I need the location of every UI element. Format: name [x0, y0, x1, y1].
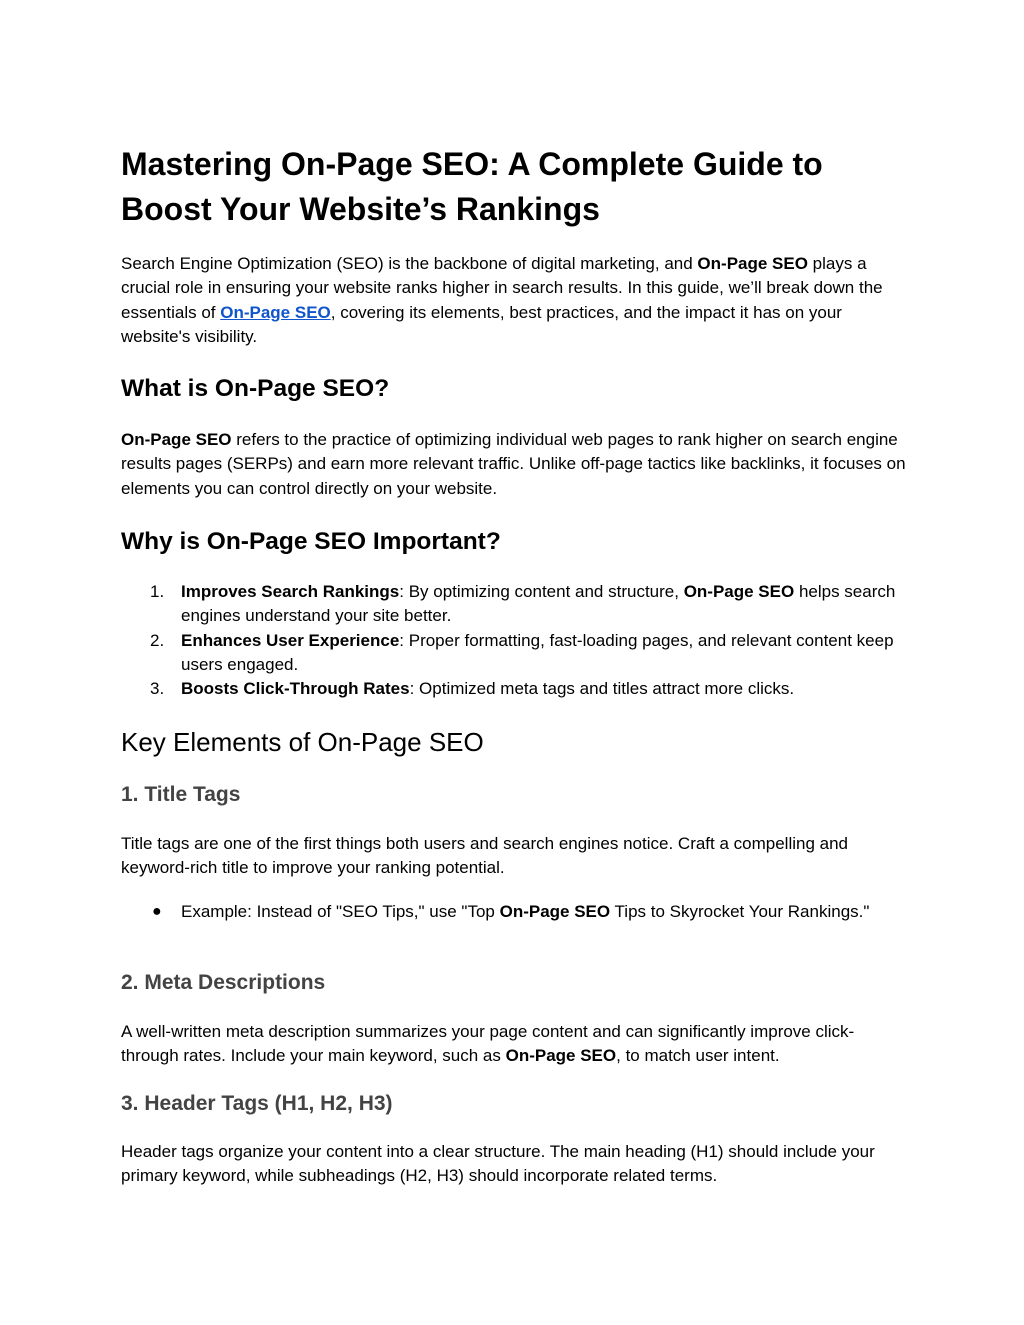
intro-bold-keyword: On-Page SEO: [697, 254, 808, 273]
bullet-icon: ●: [152, 903, 162, 920]
page-title: Mastering On-Page SEO: A Complete Guide to Boost Your Website’s Rankings: [121, 146, 823, 227]
list-number: 1.: [150, 582, 165, 601]
list-item-title: Boosts Click-Through Rates: [181, 679, 410, 699]
list-item-title: Improves Search Rankings: [181, 582, 400, 601]
list-item-text: : By optimizing content and structure,: [399, 582, 684, 601]
bullet-bold-keyword: On-Page SEO: [499, 902, 611, 921]
title-tags-paragraph: Title tags are one of the first things both users and search engines notice. Craft a compelling and keyword-rich title to improve your ranking potential.: [121, 834, 849, 878]
intro-text-1: Search Engine Optimization (SEO) is the backbone of digital marketing, and: [121, 254, 698, 273]
what-bold-keyword: On-Page SEO: [121, 430, 232, 449]
intro-text-3: , covering its elements, best practices, and the impact it has on your website's visibility.: [121, 302, 842, 346]
list-number: 3.: [150, 679, 165, 699]
list-item: [121, 580, 911, 629]
list-item-keyword: On-Page SEO: [683, 582, 795, 601]
list-item-text: : Proper formatting, fast-loading pages, and relevant content keep users engaged.: [181, 630, 894, 674]
title-tags-bullets: [121, 900, 911, 924]
list-number: 2.: [150, 630, 165, 650]
intro-text-2: plays a crucial role in ensuring your website ranks higher in search results. In this guide, we’ll break down the essentials of: [121, 254, 883, 322]
intro-paragraph: [121, 252, 911, 349]
header-tags-heading: 3. Header Tags (H1, H2, H3): [121, 1092, 393, 1115]
why-heading: Why is On-Page SEO Important?: [121, 528, 501, 555]
key-elements-heading: Key Elements of On-Page SEO: [121, 727, 484, 757]
why-list: [121, 580, 911, 701]
what-heading: What is On-Page SEO?: [121, 375, 390, 402]
meta-text-2: , to match user intent.: [616, 1046, 780, 1066]
bullet-text-2: Tips to Skyrocket Your Rankings.": [610, 902, 870, 921]
on-page-seo-link[interactable]: On-Page SEO: [220, 302, 331, 322]
list-item: [121, 629, 911, 678]
title-tags-heading: 1. Title Tags: [121, 783, 241, 806]
what-text: refers to the practice of optimizing individual web pages to rank higher on search engine results pages (SERPs) and earn more relevant traffic. Unlike off-page tactics like backlinks, it focuses on elements you can control directly on your website.: [121, 430, 906, 498]
list-item-text: : Optimized meta tags and titles attract more clicks.: [409, 679, 795, 699]
what-paragraph: [121, 428, 911, 501]
list-item-text: helps search engines understand your site better.: [181, 582, 896, 626]
meta-text-1: A well-written meta description summarizes your page content and can significantly improve click-through rates. Include your main keyword, such as: [121, 1022, 855, 1066]
meta-bold-keyword: On-Page SEO: [505, 1046, 617, 1066]
header-tags-paragraph: Header tags organize your content into a clear structure. The main heading (H1) should include your primary keyword, while subheadings (H2, H3) should incorporate related terms.: [121, 1142, 875, 1186]
list-item: [121, 900, 911, 924]
list-item-title: Enhances User Experience: [181, 630, 400, 650]
meta-descriptions-heading: 2. Meta Descriptions: [121, 971, 326, 994]
meta-descriptions-paragraph: [121, 1020, 911, 1069]
list-item: [121, 677, 911, 701]
bullet-text-1: Example: Instead of "SEO Tips," use "Top: [181, 902, 500, 921]
